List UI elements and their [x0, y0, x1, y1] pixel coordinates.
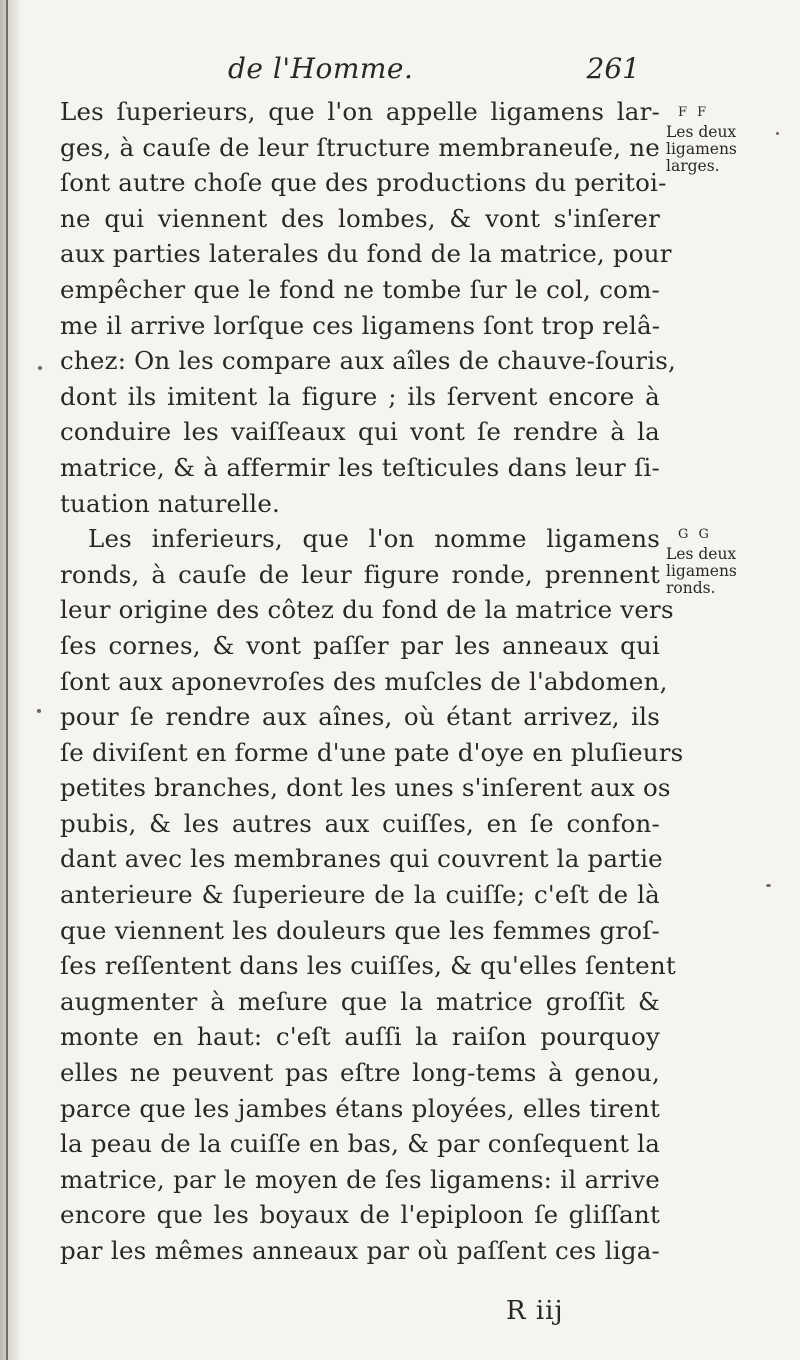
text-line: pour ſe rendre aux aînes, où étant arrivez, ils: [60, 702, 660, 732]
text-line: matrice, & à affermir les teſticules dans leur ſi-: [60, 452, 660, 482]
ink-speck: [38, 366, 42, 370]
page-binding-edge: [0, 0, 20, 1360]
text-line: petites branches, dont les unes s'inſerent aux os: [60, 773, 671, 803]
margin-note-label: G G: [678, 527, 712, 542]
binding-line: [6, 0, 8, 1360]
text-line: tuation naturelle.: [60, 488, 281, 518]
margin-note-line: Les deux: [666, 123, 737, 141]
text-line: la peau de la cuiſſe en bas, & par conſequent la: [60, 1129, 660, 1159]
text-line: elles ne peuvent pas eſtre long-tems à genou,: [60, 1058, 660, 1088]
margin-note-label: F F: [678, 105, 710, 120]
text-line: ſes reſſentent dans les cuiſſes, & qu'elles ſentent: [60, 951, 676, 981]
body-text: [60, 94, 684, 1269]
text-line: ne qui viennent des lombes, & vont s'inſerer: [60, 203, 660, 233]
text-line: Les inferieurs, que l'on nomme ligamens: [88, 524, 660, 554]
margin-note-line: ronds.: [666, 579, 716, 597]
margin-note-line: Les deux: [666, 545, 737, 563]
text-line: aux parties laterales du fond de la matrice, pour: [60, 239, 672, 269]
running-head-title: de l'Homme.: [228, 52, 414, 85]
ink-speck: [37, 709, 41, 713]
text-line: parce que les jambes étans ployées, elles tirent: [60, 1093, 660, 1123]
text-line: conduire les vaiſſeaux qui vont ſe rendre à la: [60, 417, 660, 447]
text-line: dont ils imitent la figure ; ils ſervent encore à: [60, 381, 660, 411]
text-line: monte en haut: c'eſt auſſi la raiſon pourquoy: [60, 1022, 660, 1052]
text-line: matrice, par le moyen de ſes ligamens: il arrive: [60, 1164, 660, 1194]
text-line: ſe diviſent en forme d'une pate d'oye en pluſieurs: [60, 737, 684, 767]
ink-speck: [766, 884, 771, 887]
text-line: ſont autre choſe que des productions du peritoi-: [60, 168, 667, 198]
text-line: augmenter à meſure que la matrice groſſit &: [60, 986, 660, 1016]
text-line: empêcher que le fond ne tombe ſur le col, com-: [60, 274, 660, 304]
ink-speck: [776, 132, 779, 135]
margin-note-gg: [666, 526, 758, 597]
margin-note-line: larges.: [666, 157, 720, 175]
margin-note-ff: [666, 104, 758, 175]
text-line: par les mêmes anneaux par où paſſent ces liga-: [60, 1236, 660, 1265]
margin-note-line: ligamens: [666, 140, 737, 158]
text-line: dant avec les membranes qui couvrent la partie: [60, 844, 663, 874]
text-line: encore que les boyaux de l'epiploon ſe gliſſant: [60, 1200, 660, 1230]
signature-mark: R iij: [506, 1296, 564, 1326]
text-line: que viennent les douleurs que les femmes groſ-: [60, 915, 660, 945]
text-line: chez: On les compare aux aîles de chauve-ſouris,: [60, 346, 676, 376]
page-number: 261: [586, 52, 640, 85]
text-line: ſes cornes, & vont paſſer par les anneaux qui: [60, 630, 660, 660]
text-line: Les ſuperieurs, que l'on appelle ligamens lar-: [60, 97, 660, 126]
text-line: pubis, & les autres aux cuiſſes, en ſe confon-: [60, 808, 660, 838]
text-line: ſont aux aponevroſes des muſcles de l'abdomen,: [60, 666, 668, 696]
text-line: anterieure & ſuperieure de la cuiſſe; c'eſt de là: [60, 880, 660, 910]
margin-note-line: ligamens: [666, 562, 737, 580]
text-line: ronds, à cauſe de leur figure ronde, prennent: [60, 559, 660, 589]
text-line: me il arrive lorſque ces ligamens ſont trop relâ-: [60, 310, 661, 340]
text-line: ges, à cauſe de leur ſtructure membraneuſe, ne: [60, 132, 660, 162]
text-line: leur origine des côtez du fond de la matrice vers: [60, 595, 674, 625]
